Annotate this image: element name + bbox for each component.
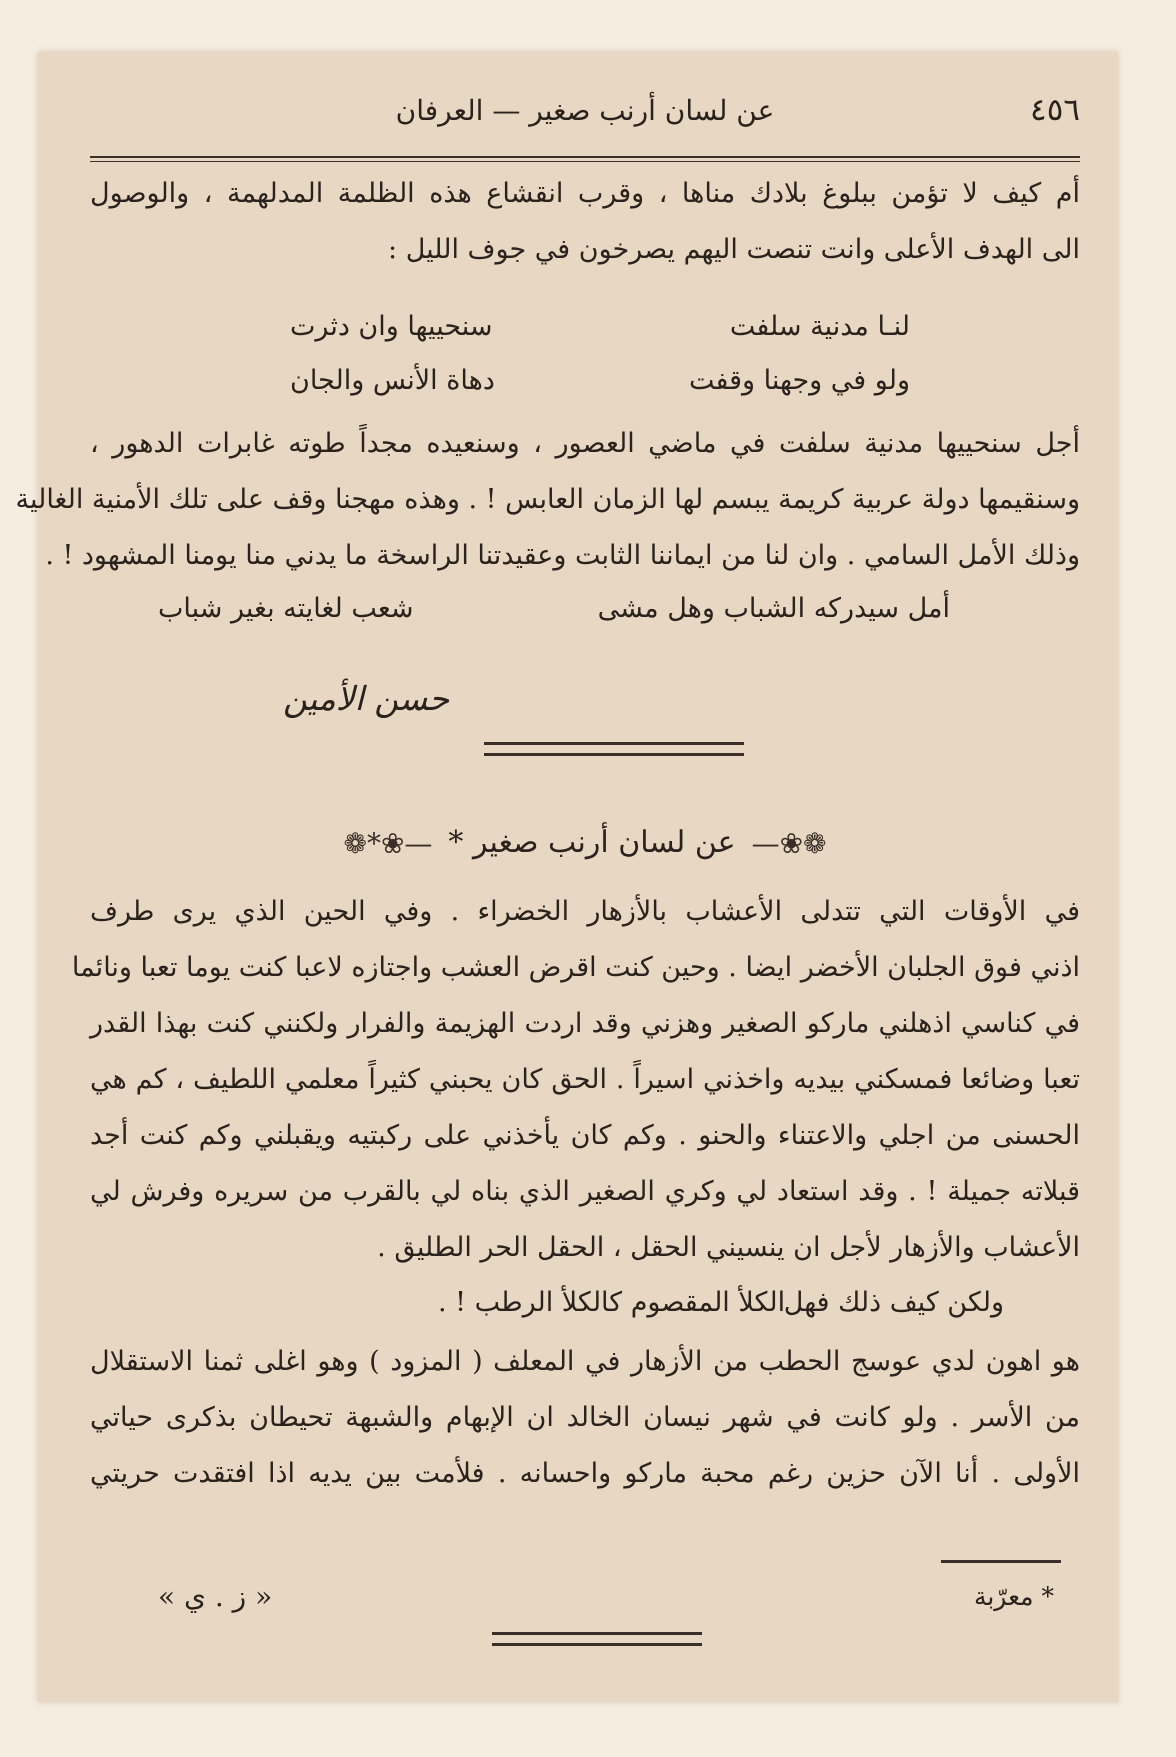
- text-line: في الأوقات التي تتدلى الأعشاب بالأزهار الخضراء . وفي الحين الذي يرى طرف: [90, 896, 1080, 927]
- flourish-ornament-icon: ❁❀—: [751, 826, 827, 860]
- text-line: الأعشاب والأزهار لأجل ان ينسيني الحقل ، الحقل الحر الطليق .: [377, 1232, 1080, 1263]
- question-second-part: الكلأ المقصوم كالكلأ الرطب ! .: [438, 1287, 786, 1318]
- author-signature: « ز . ي »: [158, 1580, 273, 1613]
- signature: حسن الأمين: [283, 679, 450, 718]
- article-body: [71, 884, 1080, 1276]
- question-line: [90, 1276, 1080, 1330]
- prev-article-body: [15, 416, 1080, 584]
- closing-verse: [90, 582, 1080, 636]
- text-line: وذلك الأمل السامي . وان لنا من ايماننا الثابت وعقيدتنا الراسخة ما يدني منا يومنا المشهود ! .: [45, 540, 1080, 571]
- section-divider: [484, 742, 744, 756]
- footnote-rule: [941, 1560, 1061, 1563]
- article-heading: [90, 810, 1080, 876]
- verse-second-hemistich: سنحييها وان دثرت: [290, 311, 493, 342]
- text-line: أم كيف لا تؤمن ببلوغ بلادك مناها ، وقرب انقشاع هذه الظلمة المدلهمة ، والوصول: [90, 178, 1080, 209]
- question-first-part: ولكن كيف ذلك فهل: [783, 1287, 1004, 1318]
- verse-line: [90, 354, 1080, 408]
- text-line: الأولى . أنا الآن حزين رغم محبة ماركو واحسانه . فلأمت بين يديه اذا افتقدت حريتي: [90, 1458, 1080, 1489]
- page-number: ٤٥٦: [1030, 92, 1080, 128]
- text-line: وسنقيمها دولة عربية كريمة يبسم لها الزمان العابس ! . وهذه مهجنا وقف على تلك الأمنية الغالية: [15, 484, 1080, 515]
- prev-article-intro: [90, 166, 1080, 278]
- verse-first-hemistich: لنـا مدنية سلفت: [729, 311, 910, 342]
- verse-first-hemistich: أمل سيدركه الشباب وهل مشى: [597, 593, 950, 624]
- verse-second-hemistich: دهاة الأنس والجان: [290, 365, 495, 396]
- footnote: * معرّبة: [973, 1582, 1054, 1611]
- verse-line: [90, 300, 1080, 354]
- article-title: عن لسان أرنب صغير *: [448, 825, 736, 860]
- flourish-ornament-icon: —❀*❁: [343, 826, 433, 860]
- text-line: اذني فوق الجلبان الأخضر ايضا . وحين كنت اقرض العشب واجتازه لاعبا كنت يوما تعبا ونائما: [71, 952, 1080, 983]
- verse-second-hemistich: شعب لغايته بغير شباب: [158, 593, 414, 624]
- verse-first-hemistich: ولو في وجهنا وقفت: [688, 365, 910, 396]
- article-body-continued: [90, 1334, 1080, 1502]
- text-line: في كناسي اذهلني ماركو الصغير وهزني وقد اردت الهزيمة والفرار ولكنني كنت بهذا القدر: [90, 1008, 1080, 1039]
- text-line: الى الهدف الأعلى وانت تنصت اليهم يصرخون في جوف الليل :: [388, 234, 1080, 265]
- book-page: [15, 52, 1118, 1702]
- text-line: أجل سنحييها مدنية سلفت في ماضي العصور ، وسنعيده مجداً طوته غابرات الدهور ،: [90, 428, 1080, 459]
- running-head: [90, 92, 1080, 136]
- text-line: قبلاته جميلة ! . وقد استعاد لي وكري الصغير الذي بناه لي بالقرب من سريره وفرش لي: [90, 1176, 1080, 1207]
- text-line: هو اهون لدي عوسج الحطب من الأزهار في المعلف ( المزود ) وهو اغلى ثمنا الاستقلال: [90, 1346, 1080, 1377]
- running-title: عن لسان أرنب صغير — العرفان: [395, 94, 775, 127]
- header-rule: [90, 156, 1080, 158]
- bottom-divider: [492, 1632, 702, 1646]
- text-line: من الأسر . ولو كانت في شهر نيسان الخالد ان الإبهام والشبهة تحيطان بذكرى حياتي: [90, 1402, 1080, 1433]
- text-line: تعبا وضائعا فمسكني بيديه واخذني اسيراً . الحق كان يحبني كثيراً معلمي اللطيف ، كم هي: [90, 1064, 1080, 1095]
- text-line: الحسنى من اجلي والاعتناء والحنو . وكم كان يأخذني على ركبتيه ويقبلني وكم كنت أجد: [90, 1120, 1080, 1151]
